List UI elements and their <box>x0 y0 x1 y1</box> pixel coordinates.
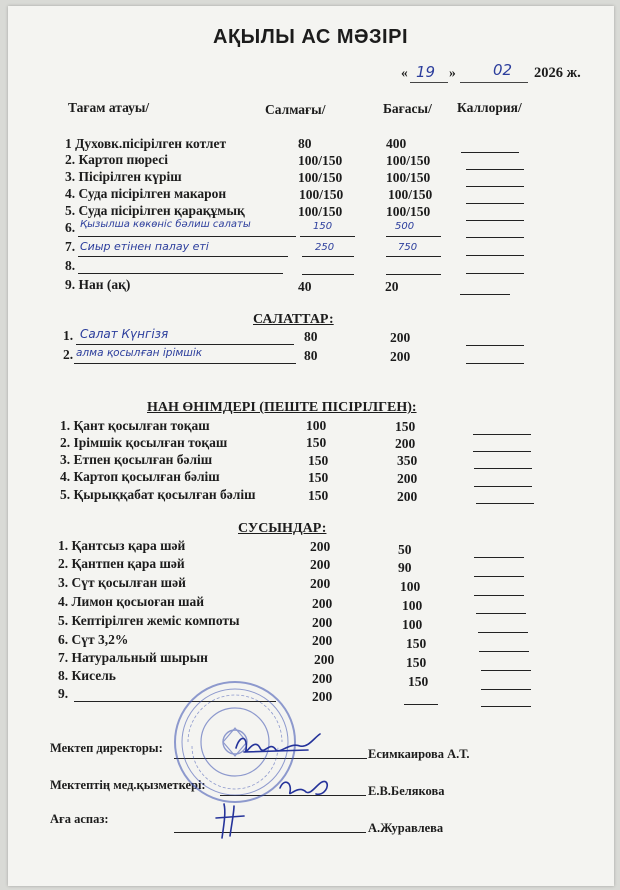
fill-line <box>76 344 294 345</box>
header-price: Бағасы/ <box>383 101 432 116</box>
bakery-item-name: 3. Етпен қосылған бәліш <box>60 452 213 467</box>
calorie-blank <box>474 595 524 596</box>
calorie-blank <box>481 689 531 690</box>
main-item-weight: 40 <box>298 279 312 294</box>
drink-item-name: 8. Кисель <box>58 668 116 683</box>
bakery-item-name: 5. Қырыққабат қосылған бәліш <box>60 487 256 502</box>
main-item-price: 20 <box>385 279 399 294</box>
main-item-name: 9. Нан (ақ) <box>65 277 131 292</box>
bakery-item-weight: 100 <box>306 418 327 433</box>
signature-line <box>220 795 366 796</box>
drinks-title: СУСЫНДАР: <box>238 521 327 536</box>
main-item-number: 7. <box>65 239 76 254</box>
main-item-price: 500 <box>395 221 415 232</box>
main-item-price: 750 <box>398 242 418 253</box>
drink-item-name: 3. Сүт қосылған шәй <box>58 575 186 590</box>
drink-item-price: 100 <box>402 617 423 632</box>
drink-item-weight: 200 <box>312 633 333 648</box>
drink-item-weight: 200 <box>312 615 333 630</box>
page-title: АҚЫЛЫ АС МӘЗІРІ <box>213 26 409 48</box>
main-item-name: 1 Духовк.пісірілген котлет <box>65 136 227 151</box>
fill-line <box>302 274 354 275</box>
calorie-blank <box>466 363 524 364</box>
date-month: 02 <box>493 61 513 79</box>
bakery-title: НАН ӨНІМДЕРІ (ПЕШТЕ ПІСІРІЛГЕН): <box>147 400 417 415</box>
bakery-item-name: 2. Ірімшік қосылған тоқаш <box>60 435 228 450</box>
calorie-blank <box>473 451 531 452</box>
bakery-item-price: 200 <box>395 436 416 451</box>
fill-line <box>386 274 441 275</box>
drink-item-name: 9. <box>58 686 69 701</box>
signature-name: А.Журавлева <box>368 821 444 835</box>
drink-item-weight: 200 <box>310 576 331 591</box>
main-item-weight: 100/150 <box>298 153 343 168</box>
calorie-blank <box>466 220 524 221</box>
bakery-item-price: 200 <box>397 489 418 504</box>
header-weight: Салмағы/ <box>265 102 326 117</box>
drink-item-name: 5. Кептірілген жеміс компоты <box>58 613 240 628</box>
main-item-price: 100/150 <box>386 204 431 219</box>
salad-item-weight: 80 <box>304 329 318 344</box>
salad-item-number: 1. <box>63 328 74 343</box>
bakery-item-price: 350 <box>397 453 418 468</box>
calorie-blank <box>466 237 524 238</box>
main-item-number: 8. <box>65 258 76 273</box>
fill-line <box>74 701 276 702</box>
calorie-blank <box>478 632 528 633</box>
main-item-name: 2. Картоп пюресі <box>65 152 169 167</box>
calorie-blank <box>461 152 519 153</box>
bakery-item-name: 4. Картоп қосылған бәліш <box>60 469 220 484</box>
drink-item-name: 7. Натуральный шырын <box>58 650 208 665</box>
calorie-blank <box>476 503 534 504</box>
bakery-item-weight: 150 <box>308 453 329 468</box>
drink-item-weight: 200 <box>310 557 331 572</box>
fill-line <box>78 256 288 257</box>
fill-line <box>386 236 441 237</box>
salad-item-number: 2. <box>63 347 74 362</box>
date-month-line <box>460 82 528 83</box>
drink-item-weight: 200 <box>312 596 333 611</box>
main-item-weight: 100/150 <box>298 170 343 185</box>
signature-role: Мектептің мед.қызметкері: <box>50 778 206 792</box>
fill-line <box>78 273 283 274</box>
bakery-item-price: 150 <box>395 419 416 434</box>
calorie-blank <box>466 186 524 187</box>
drink-item-weight: 200 <box>310 539 331 554</box>
salads-title: САЛАТТАР: <box>253 312 334 327</box>
drink-item-weight: 200 <box>312 671 333 686</box>
drink-item-price: 150 <box>406 636 427 651</box>
main-item-number: 6. <box>65 220 76 235</box>
drink-item-name: 1. Қантсыз қара шәй <box>58 538 186 553</box>
main-item-price: 100/150 <box>386 170 431 185</box>
main-item-weight: 100/150 <box>298 204 343 219</box>
calorie-blank <box>473 434 531 435</box>
main-item-weight: 150 <box>313 221 333 232</box>
main-item-weight: 100/150 <box>299 187 344 202</box>
salad-item-price: 200 <box>390 330 411 345</box>
signature-name: Есимкаирова А.Т. <box>368 747 470 761</box>
main-item-price: 400 <box>386 136 407 151</box>
date-year: 2026 ж. <box>534 65 581 81</box>
drink-item-price: 100 <box>402 598 423 613</box>
calorie-blank <box>466 255 524 256</box>
calorie-blank <box>481 670 531 671</box>
calorie-blank <box>476 613 526 614</box>
calorie-blank <box>460 294 510 295</box>
main-item-name: 3. Пісірілген күріш <box>65 169 182 184</box>
calorie-blank <box>474 486 532 487</box>
bakery-item-weight: 150 <box>308 470 329 485</box>
main-item-handwritten-name: Сиыр етінен палау етi <box>80 240 209 253</box>
calorie-blank <box>479 651 529 652</box>
bakery-item-price: 200 <box>397 471 418 486</box>
header-name: Тағам атауы/ <box>68 100 150 115</box>
fill-line <box>74 363 296 364</box>
salad-item-price: 200 <box>390 349 411 364</box>
main-item-name: 5. Суда пісірілген қарақұмық <box>65 203 245 218</box>
calorie-blank <box>466 169 524 170</box>
main-item-weight: 80 <box>298 136 312 151</box>
salad-item-name: Салат Күнгiзя <box>80 327 169 341</box>
signature-role: Аға аспаз: <box>50 812 109 826</box>
drink-item-name: 6. Сүт 3,2% <box>58 632 129 647</box>
calorie-blank <box>466 273 524 274</box>
calorie-blank <box>466 345 524 346</box>
drink-item-price: 100 <box>400 579 421 594</box>
date-day-line <box>410 82 448 83</box>
signature-line <box>174 832 366 833</box>
fill-line <box>78 236 296 237</box>
main-item-handwritten-name: Қызылша көкөніс бәлиш салаты <box>80 219 251 230</box>
date-close-quote: » <box>449 65 456 80</box>
main-item-price: 100/150 <box>386 153 431 168</box>
calorie-blank <box>481 706 531 707</box>
date-open-quote: « <box>401 65 408 80</box>
drink-item-price: 150 <box>408 674 429 689</box>
bakery-item-name: 1. Қант қосылған тоқаш <box>60 418 210 433</box>
salad-item-name: алма қосылған ірімшік <box>76 347 203 359</box>
salad-item-weight: 80 <box>304 348 318 363</box>
bakery-item-weight: 150 <box>308 488 329 503</box>
calorie-blank <box>474 576 524 577</box>
date-day: 19 <box>416 63 436 81</box>
menu-sheet <box>8 6 614 886</box>
drink-item-price: 150 <box>406 655 427 670</box>
main-item-weight: 250 <box>315 242 335 253</box>
bakery-item-weight: 150 <box>306 435 327 450</box>
header-calories: Каллория/ <box>457 100 522 115</box>
main-item-name: 4. Суда пісірілген макарон <box>65 186 227 201</box>
calorie-blank <box>474 557 524 558</box>
drink-item-name: 2. Қантпен қара шәй <box>58 556 185 571</box>
fill-line <box>300 236 355 237</box>
fill-line <box>386 256 441 257</box>
main-item-price: 100/150 <box>388 187 433 202</box>
calorie-blank <box>474 468 532 469</box>
drink-item-weight: 200 <box>312 689 333 704</box>
signature-line <box>174 758 367 759</box>
signature-name: Е.В.Белякова <box>368 784 445 798</box>
calorie-blank <box>466 203 524 204</box>
handwritten-signatures <box>216 734 327 838</box>
signature-role: Мектеп директоры: <box>50 741 163 755</box>
fill-line <box>404 704 438 705</box>
drink-item-weight: 200 <box>314 652 335 667</box>
drink-item-price: 90 <box>398 560 412 575</box>
fill-line <box>302 256 354 257</box>
drink-item-name: 4. Лимон қосыоған шай <box>58 594 205 609</box>
drink-item-price: 50 <box>398 542 412 557</box>
